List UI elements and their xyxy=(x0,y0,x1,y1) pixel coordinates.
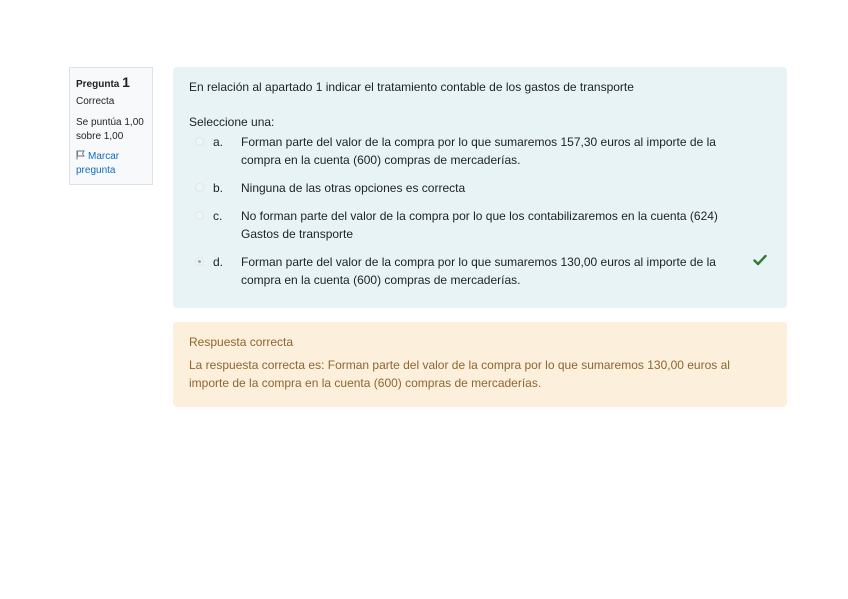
flag-question-label: Marcar pregunta xyxy=(76,151,120,176)
answer-text: Ninguna de las otras opciones es correcta xyxy=(241,181,466,195)
answer-option-a[interactable] xyxy=(189,133,771,169)
answer-letter: a. xyxy=(213,135,224,149)
question-number-value: 1 xyxy=(122,74,130,90)
answer-radio-a[interactable] xyxy=(195,137,204,146)
answer-radio-b[interactable] xyxy=(195,183,204,192)
answer-radio-d[interactable] xyxy=(195,257,204,266)
answer-text: Forman parte del valor de la compra por lo que sumaremos 157,30 euros al importe de la compra en la cuenta (600) compras de mercaderías. xyxy=(241,135,716,167)
question-state: Correcta xyxy=(76,96,115,107)
answer-prompt: Seleccione una: xyxy=(189,115,275,129)
question-info-panel xyxy=(69,67,153,185)
question-formulation xyxy=(173,67,787,308)
answer-letter: b. xyxy=(213,181,224,195)
answer-option-d[interactable] xyxy=(189,253,771,289)
question-number xyxy=(76,74,146,93)
answer-option-c[interactable] xyxy=(189,207,771,243)
outcome-title: Respuesta correcta xyxy=(189,335,294,349)
question-word: Pregunta xyxy=(76,79,120,90)
answer-radio-c[interactable] xyxy=(195,211,204,220)
answer-text: No forman parte del valor de la compra por lo que los contabilizaremos en la cuenta (624) Gastos de transporte xyxy=(241,209,718,241)
check-icon xyxy=(753,254,767,266)
correct-answer-feedback: La respuesta correcta es: Forman parte del valor de la compra por lo que sumaremos 130,00 euros al importe de la compra en la cuenta (600) compras de mercaderías. xyxy=(189,358,730,390)
answer-text: Forman parte del valor de la compra por lo que sumaremos 130,00 euros al importe de la compra en la cuenta (600) compras de mercaderías. xyxy=(241,255,716,287)
answer-letter: d. xyxy=(213,255,224,269)
flag-icon xyxy=(76,150,85,160)
outcome-feedback xyxy=(173,322,787,407)
answer-letter: c. xyxy=(213,209,223,223)
flag-question-link[interactable] xyxy=(76,150,146,178)
answer-option-b[interactable] xyxy=(189,179,771,197)
question-text: En relación al apartado 1 indicar el tratamiento contable de los gastos de transporte xyxy=(189,80,634,94)
question-grade: Se puntúa 1,00 sobre 1,00 xyxy=(76,117,144,142)
answer-options xyxy=(189,133,771,289)
